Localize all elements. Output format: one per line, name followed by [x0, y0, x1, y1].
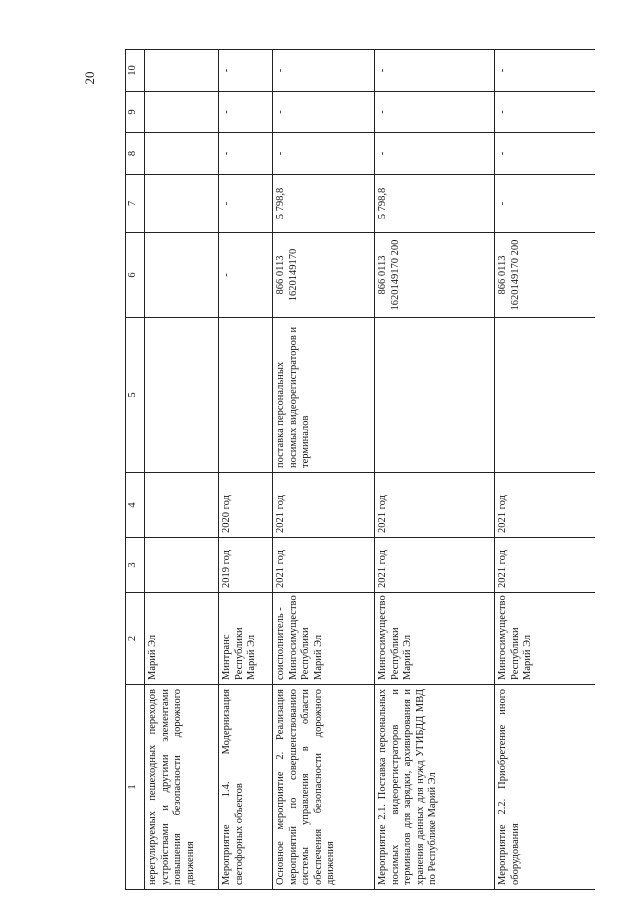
- cell-budget-code: 866 0113 1620149170 200: [375, 233, 495, 318]
- cell-executor: соисполнитель - Мингосимущество Республики Марий Эл: [273, 593, 375, 685]
- header-col-1: 1: [126, 685, 145, 890]
- cell-start-year: 2021 год: [273, 538, 375, 593]
- cell-executor: Мингосимущество Республики Марий Эл: [495, 593, 595, 685]
- cell-budget-code: [145, 233, 219, 318]
- cell-executor: Мингосимущество Республики Марий Эл: [375, 593, 495, 685]
- cell-value-2023: -: [495, 92, 595, 133]
- cell-end-year: [145, 473, 219, 538]
- page-number: 20: [82, 71, 97, 85]
- header-col-9: 9: [126, 92, 145, 133]
- table-row: [145, 50, 219, 890]
- program-table: [125, 49, 595, 890]
- cell-activity: Мероприятие 2.1. Поставка персональных носимых видеорегистраторов и терминалов для зарядки, архивирования и хранения данных для нужд УГИБДД МВД по Республике Марий Эл: [375, 685, 495, 890]
- table-row: [495, 50, 595, 890]
- table-row: [273, 50, 375, 890]
- cell-activity: нерегулируемых пешеходных переходов устройствами и другими элементами повышения безопасности дорожного движения: [145, 685, 219, 890]
- rotated-table-container: [125, 50, 595, 890]
- cell-value-2022: -: [375, 133, 495, 175]
- cell-result: [375, 318, 495, 473]
- cell-value-2021: 5 798,8: [375, 175, 495, 233]
- header-col-6: 6: [126, 233, 145, 318]
- cell-start-year: 2021 год: [375, 538, 495, 593]
- cell-budget-code: 866 0113 1620149170 200: [495, 233, 595, 318]
- table-row: [219, 50, 273, 890]
- cell-end-year: 2021 год: [273, 473, 375, 538]
- header-col-5: 5: [126, 318, 145, 473]
- cell-result: поставка персональных носимых видеорегистраторов и терминалов: [273, 318, 375, 473]
- cell-executor: Марий Эл: [145, 593, 219, 685]
- cell-end-year: 2020 год: [219, 473, 273, 538]
- cell-executor: Минтранс Республики Марий Эл: [219, 593, 273, 685]
- cell-value-2022: [145, 133, 219, 175]
- cell-result: [219, 318, 273, 473]
- cell-value-2023: -: [375, 92, 495, 133]
- cell-value-2024: -: [375, 50, 495, 92]
- cell-activity: Основное мероприятие 2. Реализация мероприятий по совершенствованию системы управления в области обеспечения безопасности дорожного движения: [273, 685, 375, 890]
- cell-value-2022: -: [495, 133, 595, 175]
- cell-end-year: 2021 год: [495, 473, 595, 538]
- cell-activity: Мероприятие 1.4. Модернизация светофорных объектов: [219, 685, 273, 890]
- cell-value-2024: [145, 50, 219, 92]
- cell-activity: Мероприятие 2.2. Приобретение иного оборудования: [495, 685, 595, 890]
- cell-budget-code: 866 0113 1620149170: [273, 233, 375, 318]
- cell-value-2024: -: [495, 50, 595, 92]
- header-col-7: 7: [126, 175, 145, 233]
- cell-start-year: [145, 538, 219, 593]
- cell-value-2024: -: [273, 50, 375, 92]
- cell-value-2021: [145, 175, 219, 233]
- cell-value-2021: 5 798,8: [273, 175, 375, 233]
- cell-start-year: 2021 год: [495, 538, 595, 593]
- cell-value-2023: -: [219, 92, 273, 133]
- cell-result: [495, 318, 595, 473]
- cell-start-year: 2019 год: [219, 538, 273, 593]
- cell-value-2022: -: [273, 133, 375, 175]
- cell-end-year: 2021 год: [375, 473, 495, 538]
- table-row: [375, 50, 495, 890]
- header-col-10: 10: [126, 50, 145, 92]
- header-col-2: 2: [126, 593, 145, 685]
- cell-result: [145, 318, 219, 473]
- header-col-3: 3: [126, 538, 145, 593]
- cell-value-2023: [145, 92, 219, 133]
- header-col-4: 4: [126, 473, 145, 538]
- cell-value-2021: -: [495, 175, 595, 233]
- header-col-8: 8: [126, 133, 145, 175]
- cell-budget-code: -: [219, 233, 273, 318]
- cell-value-2022: -: [219, 133, 273, 175]
- cell-value-2024: -: [219, 50, 273, 92]
- cell-value-2023: -: [273, 92, 375, 133]
- header-row: [126, 50, 145, 890]
- cell-value-2021: -: [219, 175, 273, 233]
